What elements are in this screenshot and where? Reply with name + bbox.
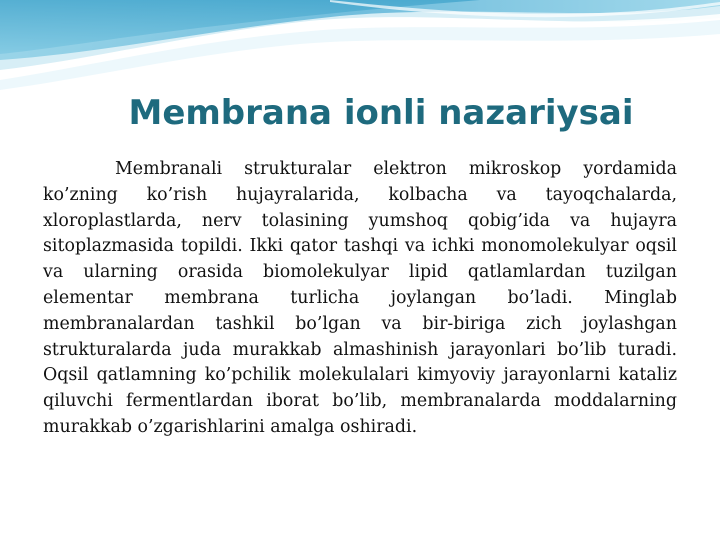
slide-title: Membrana ionli nazariysai	[128, 93, 634, 133]
slide-body-text: Membranali strukturalar elektron mikroskop yordamida ko’zning ko’rish hujayralarida, kolbacha va tayoqchalarda, xloroplastlarda, nerv tolasining yumshoq qobig’ida va hujayra sitoplazmasida topildi. Ikki qator tashqi va ichki monomolekulyar oqsil va ularning orasida biomolekulyar lipid qatlamlardan tuzilgan elementar membrana turlicha joylangan bo’ladi. Minglab membranalardan tashkil bo’lgan va bir-biriga zich joylashgan strukturalarda juda murakkab almashinish jarayonlari bo’lib turadi. Oqsil qatlamning ko’pchilik molekulalari kimyoviy jarayonlarni kataliz qiluvchi fermentlardan iborat bo’lib, membranalarda moddalarning murakkab o’zgarishlarini amalga oshiradi.	[43, 159, 677, 437]
decorative-wave-header	[0, 0, 720, 90]
